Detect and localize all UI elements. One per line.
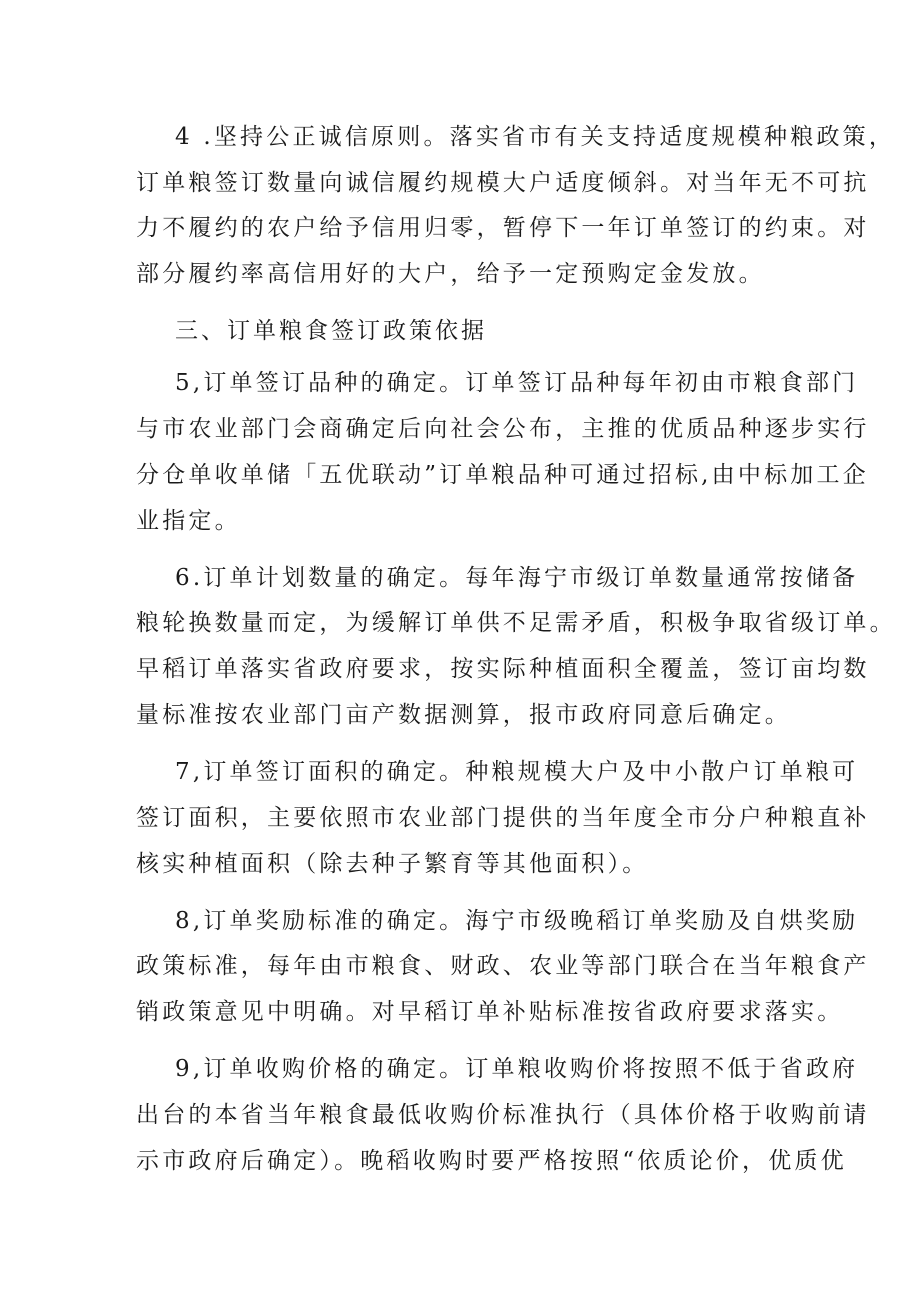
- paragraph-7-line-2: 签订面积，主要依照市农业部门提供的当年度全市分户种粮直补: [136, 805, 870, 831]
- paragraph-8-line-3: 销政策意见中明确。对早稻订单补贴标准按省政府要求落实。: [136, 999, 844, 1025]
- paragraph-4-line-4: 部分履约率高信用好的大户，给予一定预购定金发放。: [136, 261, 765, 287]
- paragraph-7-line-1: 7,订单签订面积的确定。种粮规模大户及中小散户订单粮可: [175, 759, 859, 785]
- paragraph-6-line-1: 6.订单计划数量的确定。每年海宁市级订单数量通常按储备: [175, 565, 859, 591]
- paragraph-8-line-2: 政策标准，每年由市粮食、财政、农业等部门联合在当年粮食产: [136, 953, 870, 979]
- paragraph-6-line-2: 粮轮换数量而定，为缓解订单供不足需矛盾，积极争取省级订单。: [136, 610, 896, 636]
- paragraph-6-line-4: 量标准按农业部门亩产数据测算，报市政府同意后确定。: [136, 702, 791, 728]
- paragraph-7-line-3: 核实种植面积（除去种子繁育等其他面积）。: [136, 851, 649, 877]
- paragraph-4-line-1: 4 .坚持公正诚信原则。落实省市有关支持适度规模种粮政策，: [175, 124, 896, 150]
- paragraph-9-line-2: 出台的本省当年粮食最低收购价标准执行（具体价格于收购前请: [136, 1102, 870, 1128]
- paragraph-4-line-2: 订单粮签订数量向诚信履约规模大户适度倾斜。对当年无不可抗: [136, 170, 870, 196]
- paragraph-9-line-1: 9,订单收购价格的确定。订单粮收购价将按照不低于省政府: [175, 1056, 859, 1082]
- paragraph-5-line-4: 业指定。: [136, 508, 241, 534]
- paragraph-9-line-3: 示市政府后确定）。晚稻收购时要严格按照“依质论价，优质优: [136, 1148, 847, 1174]
- paragraph-5-line-1: 5,订单签订品种的确定。订单签订品种每年初由市粮食部门: [175, 370, 859, 396]
- paragraph-5-line-3: 分仓单收单储「五优联动”订单粮品种可通过招标,由中标加工企: [136, 462, 869, 488]
- paragraph-5-line-2: 与市农业部门会商确定后向社会公布，主推的优质品种逐步实行: [136, 416, 870, 442]
- paragraph-8-line-1: 8,订单奖励标准的确定。海宁市级晚稻订单奖励及自烘奖励: [175, 908, 859, 934]
- paragraph-4-line-3: 力不履约的农户给予信用归零，暂停下一年订单签订的约束。对: [136, 215, 870, 241]
- section-heading-3: 三、订单粮食签订政策依据: [175, 318, 487, 344]
- paragraph-6-line-3: 早稻订单落实省政府要求，按实际种植面积全覆盖，签订亩均数: [136, 656, 870, 682]
